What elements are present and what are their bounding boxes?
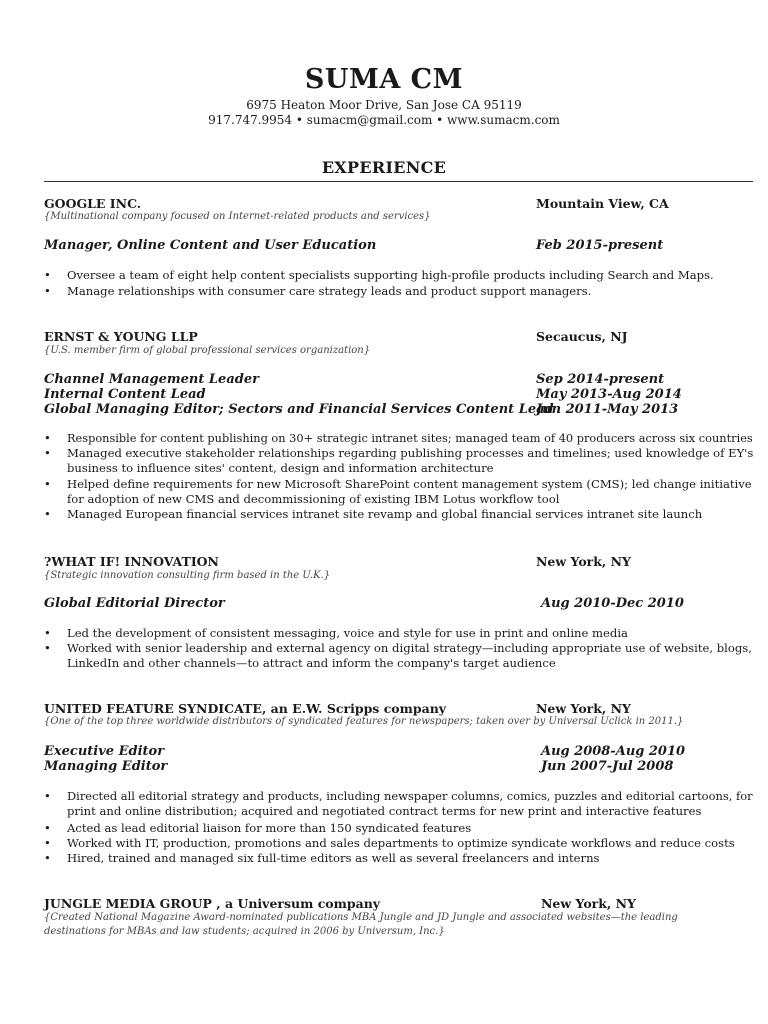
job-title: Executive Editor [44,744,165,759]
job-dates: May 2013-Aug 2014 [536,387,682,402]
job-dates: Sep 2014-present [536,372,665,387]
job-dates: Aug 2008-Aug 2010 [541,744,686,759]
job-title: Manager, Online Content and User Education [44,238,377,253]
list-item-continuation: print and online distribution; acquired and negotiated contract terms for new print and interactive features [67,804,702,818]
company-location: Mountain View, CA [536,196,669,211]
company-name: ?WHAT IF! INNOVATION [44,554,219,569]
company-name: JUNGLE MEDIA GROUP , a Universum company [44,896,381,911]
company-description-continuation: destinations for MBAs and law students; acquired in 2006 by Universum, Inc.} [44,926,445,937]
company-location: New York, NY [541,896,636,911]
address-line: 6975 Heaton Moor Drive, San Jose CA 95119 [246,98,522,112]
contact-line: 917.747.9954 • sumacm@gmail.com • www.sumacm.com [208,113,560,127]
company-description: {One of the top three worldwide distributors of syndicated features for newspapers; taken over by Universal Uclick in 2011.} [44,716,684,727]
company-location: New York, NY [536,554,631,569]
company-description: {U.S. member firm of global professional services organization} [44,345,371,356]
resume-page: SUMA CM 6975 Heaton Moor Drive, San Jose CA 95119 917.747.9954 • sumacm@gmail.com • www.sumacm.com EXPERIENCE GOOGLE INC. Mountain View, CA {Multinational company focused on Internet-related products and services} Manager, Online Content and User Education Feb 2015-present • Oversee a team of eight help content specialists supporting high-profile products including Search and Maps. • Manage relationships with consumer care strategy leads and product support managers. ERNST & YOUNG LLP Secaucus, NJ {U.S. member firm of global professional services organization} Channel Management Leader Sep 2014-present Internal Content Lead May 2013-Aug 2014 Global Managing Editor; Sectors and Financial Services Content Lead Jun 2011-May 2013 • Responsible for content publishing on 30+ strategic intranet sites; managed team of 40 producers across six countries • Managed executive stakeholder relationships regarding publishing processes and timelines; used knowledge of EY's business to influence sites' content, design and information architecture • Helped define requirements for new Microsoft SharePoint content management system (CMS); led change initiative for adoption of new CMS and decommissioning of existing IBM Lotus workflow tool • Managed European financial services intranet site revamp and global financial services intranet site launch ?WHAT IF! INNOVATION New York, NY {Strategic innovation consulting firm based in the U.K.} Global Editorial Director Aug 2010-Dec 2010 • Led the development of consistent messaging, voice and style for use in print and online media • Worked with senior leadership and external agency on digital strategy—including appropriate use of website, blogs, LinkedIn and other channels—to attract and inform the company's target audience UNITED FEATURE SYNDICATE, an E.W. Scripps company New York, NY {One of the top three worldwide distributors of syndicated features for newspapers; taken over by Universal Uclick in 2011.} Executive Editor Aug 2008-Aug 2010 Managing Editor Jun 2007-Jul 2008 • Directed all editorial strategy and products, including newspaper columns, comics, puzzles and editorial cartoons, for print and online distribution; acquired and negotiated contract terms for new print and interactive features • Acted as lead editorial liaison for more than 150 syndicated features • Worked with IT, production, promotions and sales departments to optimize syndicate workflows and reduce costs • Hired, trained and managed six full-time editors as well as several freelancers and interns JUNGLE MEDIA GROUP , a Universum company New York, NY {Created National Magazine Award-nominated publications MBA Jungle and JD Jungle and associated websites—the leading destinations for MBAs and law students; acquired in 2006 by Universum, Inc.} [0,0,768,1024]
company-name: ERNST & YOUNG LLP [44,329,198,344]
job-title: Managing Editor [44,759,168,774]
section-divider [44,181,753,182]
list-item-continuation: business to influence sites' content, design and information architecture [67,461,494,475]
job-dates: Jun 2011-May 2013 [536,402,679,417]
list-item-continuation: for adoption of new CMS and decommissioning of existing IBM Lotus workflow tool [67,492,560,506]
company-description: {Multinational company focused on Internet-related products and services} [44,211,431,222]
company-location: New York, NY [536,701,631,716]
candidate-name: SUMA CM [304,64,464,95]
section-title-experience: EXPERIENCE [321,158,447,177]
list-item-continuation: LinkedIn and other channels—to attract and inform the company's target audience [67,656,556,670]
company-name: GOOGLE INC. [44,196,142,211]
job-title: Global Managing Editor; Sectors and Financial Services Content Lead [44,402,554,417]
job-dates: Jun 2007-Jul 2008 [541,759,674,774]
job-title: Global Editorial Director [44,596,225,611]
company-location: Secaucus, NJ [536,329,628,344]
job-title: Channel Management Leader [44,372,259,387]
company-description: {Strategic innovation consulting firm based in the U.K.} [44,570,331,581]
job-dates: Feb 2015-present [536,238,664,253]
job-dates: Aug 2010-Dec 2010 [541,596,684,611]
company-name: UNITED FEATURE SYNDICATE, an E.W. Scripps company [44,701,447,716]
job-title: Internal Content Lead [44,387,206,402]
company-description: {Created National Magazine Award-nominated publications MBA Jungle and JD Jungle and associated websites—the leading [44,912,678,923]
